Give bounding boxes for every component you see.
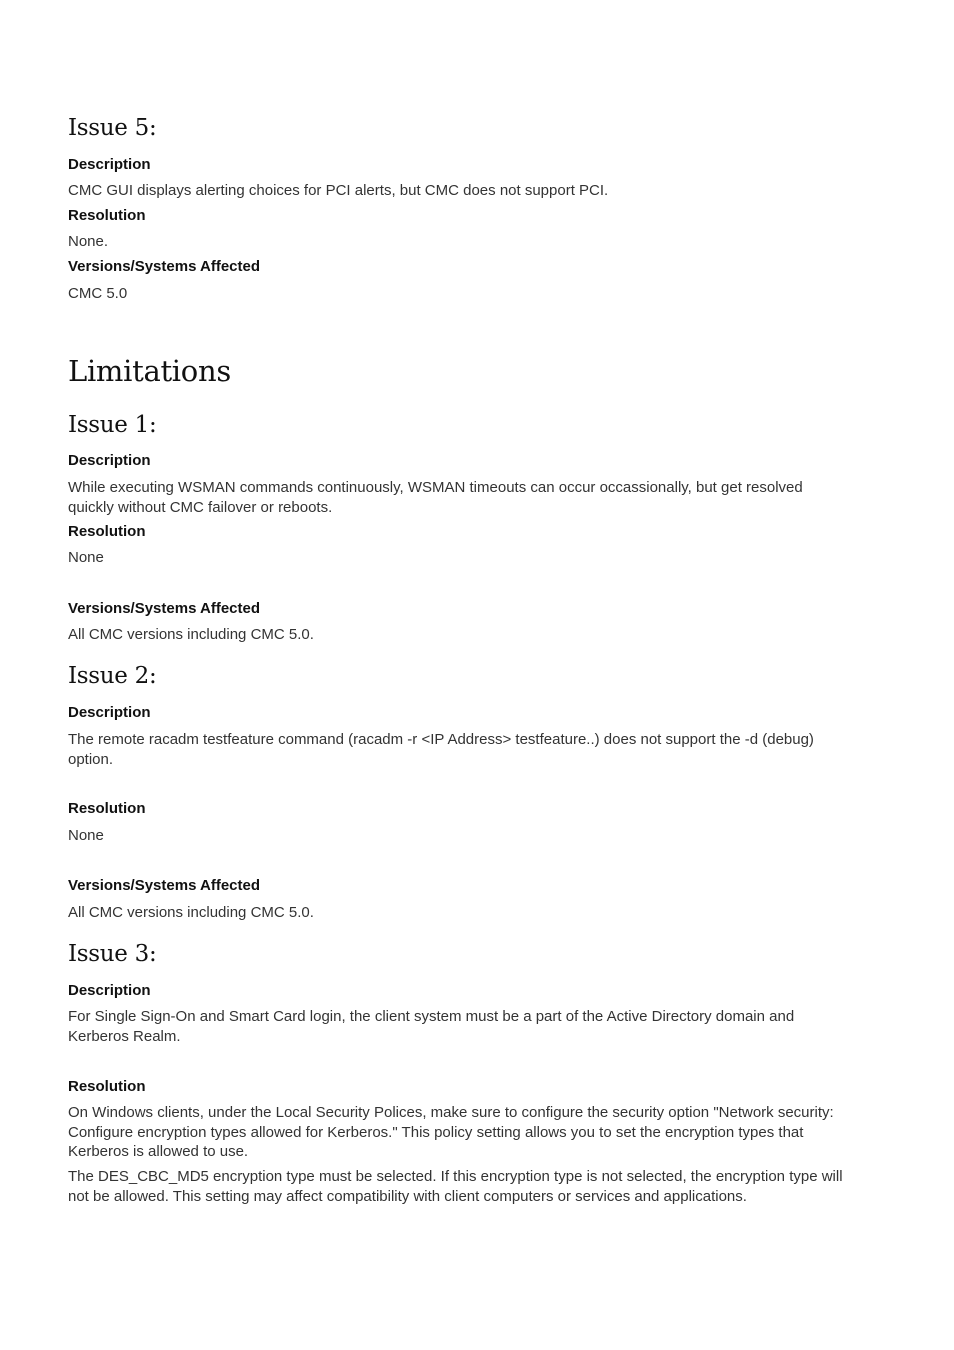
issue-5-heading: Issue 5:: [68, 115, 157, 141]
limitation-issue-3-resolution-p2: The DES_CBC_MD5 encryption type must be selected. If this encryption type is not selected, the encryption type will not be allowed. This setting may affect compatibility with client computers or services and applications.: [68, 1168, 843, 1205]
limitation-issue-1-versions: All CMC versions including CMC 5.0.: [68, 626, 314, 643]
limitation-issue-2-resolution-label: Resolution: [68, 800, 146, 817]
limitation-issue-1-resolution: None: [68, 549, 104, 566]
limitation-issue-2-resolution: None: [68, 827, 104, 844]
issue-5-versions-label: Versions/Systems Affected: [68, 258, 261, 275]
limitation-issue-3-resolution-label: Resolution: [68, 1078, 146, 1095]
limitation-issue-2-description: The remote racadm testfeature command (racadm -r <IP Address> testfeature..) does not support the -d (debug) option.: [68, 731, 814, 768]
limitation-issue-1-description-label: Description: [68, 452, 151, 469]
limitation-issue-1-versions-label: Versions/Systems Affected: [68, 600, 261, 617]
issue-5-resolution-label: Resolution: [68, 207, 146, 224]
limitation-issue-2-versions: All CMC versions including CMC 5.0.: [68, 904, 314, 921]
limitation-issue-3-resolution-p1: On Windows clients, under the Local Security Polices, make sure to configure the security option "Network security: Configure encryption types allowed for Kerberos." This policy setting allows you to set the encryption types that Kerberos is allowed to use.: [68, 1104, 834, 1160]
limitation-issue-2-description-label: Description: [68, 704, 151, 721]
limitation-issue-2-heading: Issue 2:: [68, 663, 157, 689]
limitation-issue-1-description: While executing WSMAN commands continuously, WSMAN timeouts can occur occassionally, but get resolved quickly without CMC failover or reboots.: [68, 479, 803, 516]
limitations-heading: Limitations: [68, 354, 231, 388]
issue-5-versions: CMC 5.0: [68, 285, 128, 302]
limitation-issue-3-description: For Single Sign-On and Smart Card login, the client system must be a part of the Active Directory domain and Kerberos Realm.: [68, 1008, 795, 1045]
limitation-issue-2-versions-label: Versions/Systems Affected: [68, 877, 261, 894]
limitation-issue-1-heading: Issue 1:: [68, 412, 157, 438]
issue-5-description-label: Description: [68, 156, 151, 173]
limitation-issue-3-heading: Issue 3:: [68, 941, 157, 967]
issue-5-description: CMC GUI displays alerting choices for PCI alerts, but CMC does not support PCI.: [68, 182, 609, 199]
limitation-issue-3-description-label: Description: [68, 982, 151, 999]
limitation-issue-1-resolution-label: Resolution: [68, 523, 146, 540]
issue-5-resolution: None.: [68, 233, 109, 250]
